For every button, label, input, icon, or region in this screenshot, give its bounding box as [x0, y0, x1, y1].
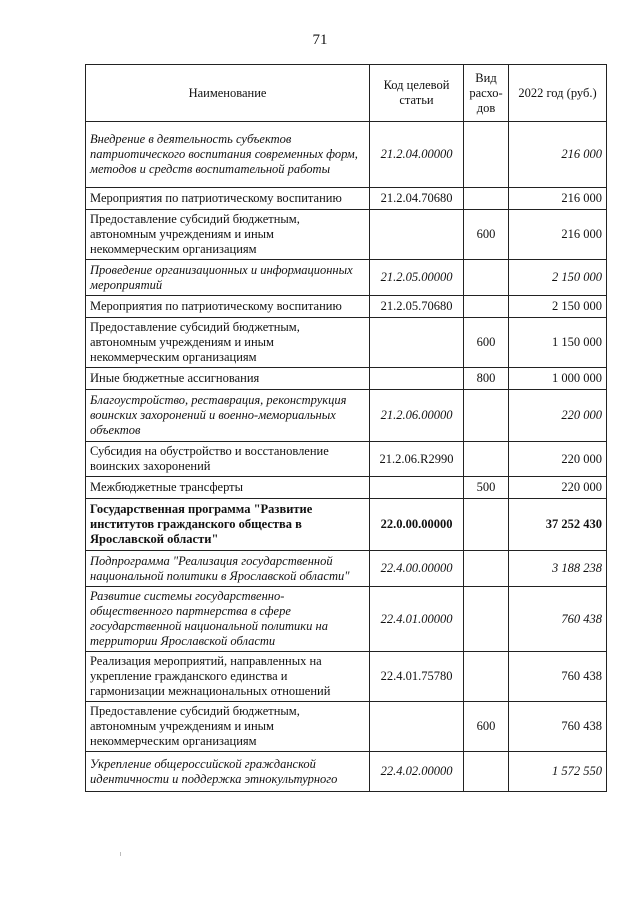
cell-type	[464, 442, 509, 477]
cell-name: Предоставление субсидий бюджетным, автономным учреждениям и иным некоммерческим организациям	[86, 210, 370, 260]
cell-name: Мероприятия по патриотическому воспитанию	[86, 296, 370, 318]
cell-code: 21.2.05.70680	[370, 296, 464, 318]
table-row	[86, 318, 607, 368]
cell-name: Иные бюджетные ассигнования	[86, 368, 370, 390]
table-row	[86, 296, 607, 318]
cell-type	[464, 122, 509, 188]
table-row	[86, 210, 607, 260]
table-row	[86, 442, 607, 477]
cell-code	[370, 210, 464, 260]
cell-code: 22.4.02.00000	[370, 752, 464, 792]
cell-code	[370, 368, 464, 390]
cell-type	[464, 296, 509, 318]
cell-name: Межбюджетные трансферты	[86, 477, 370, 499]
table-row	[86, 368, 607, 390]
page-number: 71	[312, 32, 328, 48]
cell-name: Реализация мероприятий, направленных на укрепление гражданского единства и гармонизации межнациональных отношений	[86, 652, 370, 702]
cell-sum: 3 188 238	[509, 551, 607, 587]
cell-name: Предоставление субсидий бюджетным, автономным учреждениям и иным некоммерческим организациям	[86, 702, 370, 752]
cell-code: 21.2.04.00000	[370, 122, 464, 188]
header-type: Вид расхо-дов	[464, 65, 509, 122]
cell-code: 21.2.06.R2990	[370, 442, 464, 477]
budget-table	[85, 64, 607, 792]
cell-sum: 760 438	[509, 587, 607, 652]
cell-name: Внедрение в деятельность субъектов патриотического воспитания современных форм, методов и средств воспитательной работы	[86, 122, 370, 188]
table-row	[86, 260, 607, 296]
cell-code	[370, 477, 464, 499]
cell-type: 500	[464, 477, 509, 499]
cell-name: Субсидия на обустройство и восстановление воинских захоронений	[86, 442, 370, 477]
cell-sum: 37 252 430	[509, 499, 607, 551]
cell-type	[464, 260, 509, 296]
cell-name: Мероприятия по патриотическому воспитанию	[86, 188, 370, 210]
table-row	[86, 752, 607, 792]
table-body	[86, 122, 607, 792]
cell-type	[464, 587, 509, 652]
cell-code: 22.4.01.75780	[370, 652, 464, 702]
cell-sum: 220 000	[509, 390, 607, 442]
cell-type: 600	[464, 210, 509, 260]
table-row	[86, 499, 607, 551]
table-row	[86, 122, 607, 188]
cell-name: Предоставление субсидий бюджетным, автономным учреждениям и иным некоммерческим организациям	[86, 318, 370, 368]
cell-type	[464, 390, 509, 442]
cell-name: Подпрограмма "Реализация государственной национальной политики в Ярославской области"	[86, 551, 370, 587]
cell-code: 22.4.01.00000	[370, 587, 464, 652]
cell-name: Укрепление общероссийской гражданской идентичности и поддержка этнокультурного	[86, 752, 370, 792]
cell-code: 21.2.04.70680	[370, 188, 464, 210]
cell-name: Государственная программа "Развитие институтов гражданского общества в Ярославской области"	[86, 499, 370, 551]
cell-type	[464, 499, 509, 551]
cell-sum: 760 438	[509, 652, 607, 702]
cell-name: Развитие системы государственно-общественного партнерства в сфере государственной национальной политики на территории Ярославской области	[86, 587, 370, 652]
cell-type	[464, 551, 509, 587]
header-sum: 2022 год (руб.)	[509, 65, 607, 122]
table-row	[86, 188, 607, 210]
cell-sum: 2 150 000	[509, 260, 607, 296]
cell-sum: 1 572 550	[509, 752, 607, 792]
cell-type	[464, 652, 509, 702]
cell-type: 600	[464, 702, 509, 752]
cell-code: 21.2.06.00000	[370, 390, 464, 442]
table-header-row	[86, 65, 607, 122]
cell-sum: 220 000	[509, 442, 607, 477]
margin-mark	[120, 852, 121, 856]
table-row	[86, 652, 607, 702]
cell-sum: 760 438	[509, 702, 607, 752]
cell-type: 600	[464, 318, 509, 368]
cell-code	[370, 318, 464, 368]
cell-name: Проведение организационных и информационных мероприятий	[86, 260, 370, 296]
cell-code: 22.4.00.00000	[370, 551, 464, 587]
cell-type: 800	[464, 368, 509, 390]
table-row	[86, 702, 607, 752]
table-row	[86, 587, 607, 652]
table-row	[86, 390, 607, 442]
cell-sum: 1 000 000	[509, 368, 607, 390]
cell-sum: 216 000	[509, 188, 607, 210]
header-name: Наименование	[86, 65, 370, 122]
cell-type	[464, 188, 509, 210]
cell-sum: 1 150 000	[509, 318, 607, 368]
cell-code: 22.0.00.00000	[370, 499, 464, 551]
cell-type	[464, 752, 509, 792]
table-row	[86, 551, 607, 587]
cell-sum: 216 000	[509, 210, 607, 260]
table-row	[86, 477, 607, 499]
cell-sum: 2 150 000	[509, 296, 607, 318]
cell-code: 21.2.05.00000	[370, 260, 464, 296]
cell-code	[370, 702, 464, 752]
header-code: Код целевой статьи	[370, 65, 464, 122]
cell-sum: 216 000	[509, 122, 607, 188]
cell-name: Благоустройство, реставрация, реконструкция воинских захоронений и военно-мемориальных объектов	[86, 390, 370, 442]
cell-sum: 220 000	[509, 477, 607, 499]
